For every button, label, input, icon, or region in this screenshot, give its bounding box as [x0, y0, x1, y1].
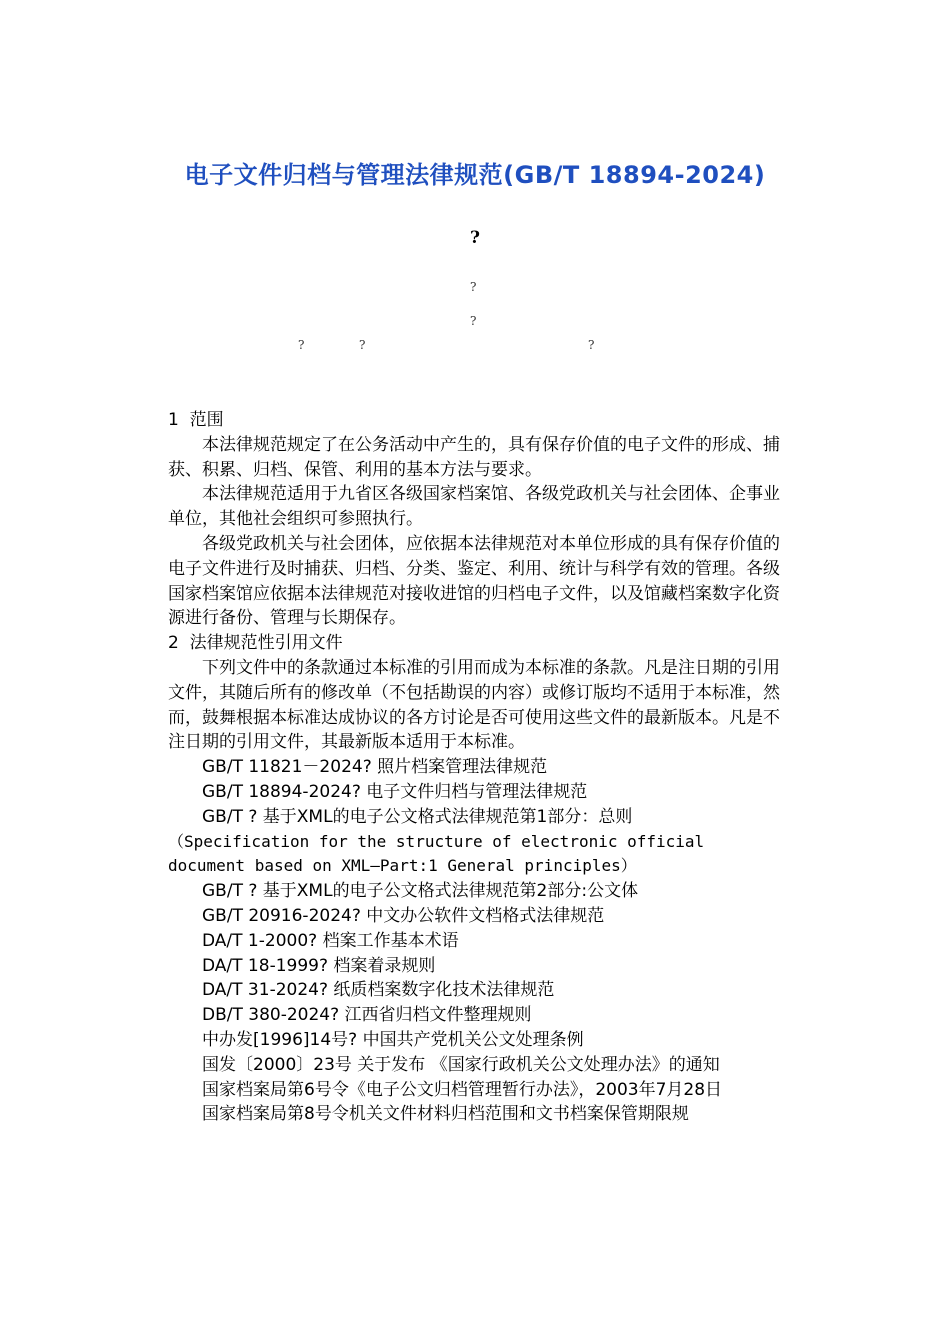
reference-item: DA/T 31-2024? 纸质档案数字化技术法律规范	[202, 980, 555, 1001]
reference-english-title: （Specification for the structure of electronic official document based on XML—Part:1 General principles）	[168, 831, 705, 876]
reference-item: DA/T 1-2000? 档案工作基本术语	[202, 930, 459, 951]
placeholder-mark: ?	[359, 338, 366, 352]
paragraph: 本法律规范规定了在公务活动中产生的，具有保存价值的电子文件的形成、捕获、积累、归档、保管、利用的基本方法与要求。	[168, 434, 780, 480]
reference-item: DA/T 18-1999? 档案着录规则	[202, 955, 436, 976]
reference-item: GB/T 18894-2024? 电子文件归档与管理法律规范	[202, 781, 588, 802]
reference-item: 国发〔2000〕23号 关于发布 《国家行政机关公文处理办法》的通知	[202, 1054, 720, 1075]
section-heading: 1 范围	[168, 410, 224, 430]
reference-item: DB/T 380-2024? 江西省归档文件整理规则	[202, 1005, 532, 1026]
reference-item: GB/T ? 基于XML的电子公文格式法律规范第1部分：总则	[202, 806, 633, 827]
section-heading: 2 法律规范性引用文件	[168, 633, 343, 654]
paragraph: 各级党政机关与社会团体，应依据本法律规范对本单位形成的具有保存价值的电子文件进行及时捕获、归档、分类、鉴定、利用、统计与科学有效的管理。各级国家档案馆应依据本法律规范对接收进馆的归档电子文件，以及馆藏档案数字化资源进行备份、管理与长期保存。	[168, 533, 780, 629]
reference-item: 中办发[1996]14号? 中国共产党机关公文处理条例	[202, 1029, 584, 1050]
paragraph: 本法律规范适用于九省区各级国家档案馆、各级党政机关与社会团体、企事业单位，其他社会组织可参照执行。	[168, 484, 780, 530]
placeholder-mark: ?	[588, 338, 595, 352]
placeholder-mark: ?	[470, 280, 477, 294]
paragraph: 下列文件中的条款通过本标准的引用而成为本标准的条款。凡是注日期的引用文件，其随后所有的修改单（不包括勘误的内容）或修订版均不适用于本标准，然而，鼓舞根据本标准达成协议的各方讨论是否可使用这些文件的最新版本。凡是不注日期的引用文件，其最新版本适用于本标准。	[168, 657, 780, 753]
placeholder-mark: ?	[298, 338, 305, 352]
reference-item: 国家档案局第6号令《电子公文归档管理暂行办法》，2003年7月28日	[202, 1079, 723, 1100]
reference-item: 国家档案局第8号令机关文件材料归档范围和文书档案保管期限规	[202, 1104, 689, 1125]
placeholder-mark: ?	[470, 314, 477, 328]
document-body	[168, 408, 783, 1127]
placeholder-mark: ?	[470, 228, 480, 248]
reference-item: GB/T 11821－2024? 照片档案管理法律规范	[202, 757, 548, 778]
reference-item: GB/T 20916-2024? 中文办公软件文档格式法律规范	[202, 905, 605, 926]
reference-item: GB/T ? 基于XML的电子公文格式法律规范第2部分:公文体	[202, 881, 639, 902]
document-title: 电子文件归档与管理法律规范(GB/T 18894-2024)	[184, 161, 766, 189]
